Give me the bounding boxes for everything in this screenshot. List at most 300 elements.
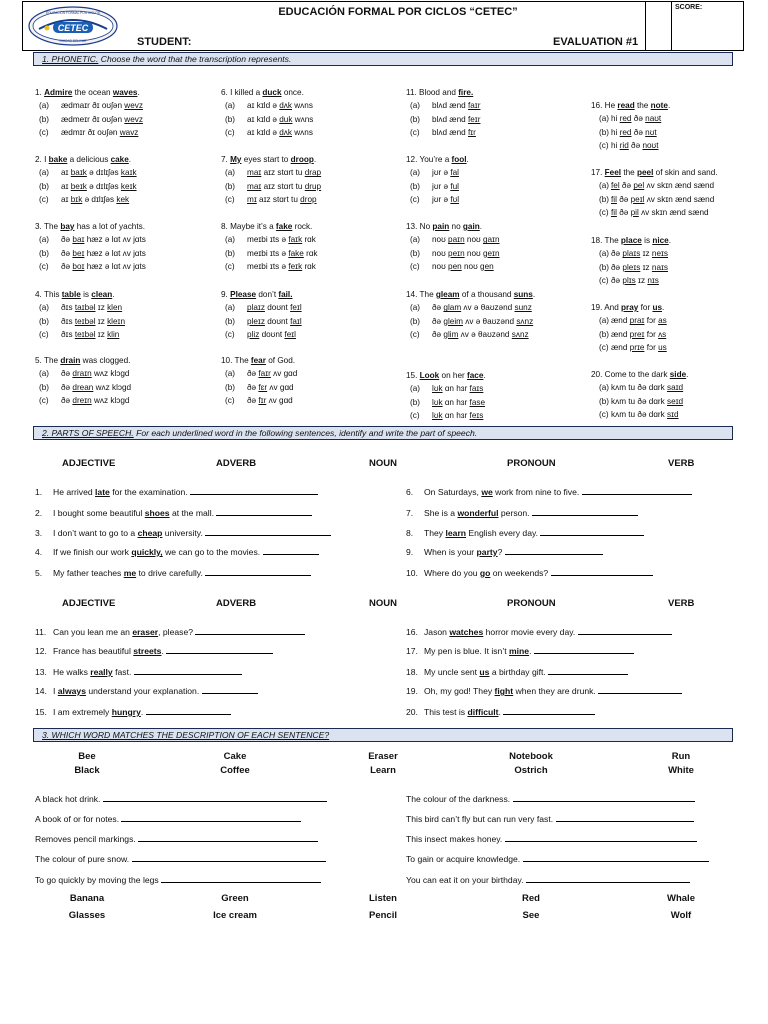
item-number: 20. — [406, 707, 418, 717]
answer-option[interactable] — [35, 315, 125, 328]
transcription-word: maɪ — [247, 181, 262, 191]
category-noun: NOUN — [369, 598, 397, 609]
transcription-text: ðə — [247, 395, 259, 405]
transcription-word: sɪd — [666, 409, 679, 419]
answer-blank[interactable] — [166, 645, 273, 654]
transcription-text: ðə — [616, 207, 631, 217]
answer-option[interactable] — [406, 260, 500, 273]
answer-option[interactable] — [406, 382, 486, 395]
question-sentence — [221, 86, 313, 99]
answer-option[interactable] — [406, 315, 546, 328]
pos-sentence — [35, 645, 273, 656]
transcription-text: ʌv gɑd — [266, 395, 293, 405]
sentence-text: I bought some beautiful — [53, 508, 145, 518]
answer-option[interactable] — [406, 396, 486, 409]
question-sentence — [221, 354, 297, 367]
answer-option[interactable] — [406, 99, 480, 112]
answer-option[interactable] — [35, 301, 125, 314]
transcription-text: rɑk — [303, 248, 318, 258]
underlined-word: fight — [494, 686, 514, 696]
transcription-text: fɔr — [644, 316, 659, 326]
transcription-text: aɪz stɑrt tu — [256, 194, 301, 204]
answer-blank[interactable] — [513, 793, 695, 802]
transcription-word: fɪr — [258, 395, 267, 405]
question-text: 19. And — [591, 303, 622, 312]
transcription-text: ʌv ə θaʊzənd — [458, 329, 512, 339]
option-transcription — [611, 261, 668, 274]
transcription-text: noʊ — [432, 248, 449, 258]
answer-blank[interactable] — [551, 567, 653, 576]
answer-option[interactable] — [35, 328, 125, 341]
answer-option[interactable] — [406, 166, 469, 179]
word-option: Bee — [78, 751, 96, 762]
transcription-text: ðə — [616, 194, 631, 204]
transcription-text: ʌv gɑd — [267, 382, 294, 392]
answer-option[interactable] — [35, 367, 131, 380]
answer-option[interactable] — [591, 395, 688, 408]
answer-option[interactable] — [591, 112, 670, 125]
underlined-word: waves — [112, 88, 138, 97]
answer-blank[interactable] — [138, 833, 318, 842]
transcription-word: gen — [480, 261, 494, 271]
pos-sentence — [406, 685, 682, 696]
question-text: 16. He — [591, 101, 618, 110]
question-text: 13. No — [406, 222, 433, 231]
transcription-text: ɪz — [95, 316, 108, 326]
answer-option[interactable] — [221, 367, 297, 380]
answer-option[interactable] — [591, 139, 670, 152]
question-text: 8. Maybe it’s a — [221, 222, 276, 231]
answer-blank[interactable] — [161, 874, 321, 883]
transcription-word: fil — [611, 207, 617, 217]
answer-option[interactable] — [221, 99, 313, 112]
underlined-word: read — [617, 101, 635, 110]
question-text: eyes start to — [241, 155, 291, 164]
sentence-text: My uncle sent — [424, 667, 480, 677]
option-letter: (c) — [599, 342, 609, 352]
answer-option[interactable] — [406, 126, 480, 139]
pos-sentence — [35, 626, 305, 637]
answer-option[interactable] — [406, 301, 546, 314]
pos-sentence — [406, 507, 638, 518]
phonetic-question — [35, 153, 137, 206]
answer-blank[interactable] — [532, 507, 638, 516]
transcription-word: fake — [288, 248, 304, 258]
answer-option[interactable] — [221, 113, 313, 126]
option-transcription — [611, 408, 679, 421]
underlined-word: note — [650, 101, 668, 110]
transcription-word: dʌk — [279, 101, 292, 111]
transcription-word: kaɪk — [120, 168, 137, 178]
answer-option[interactable] — [221, 328, 302, 341]
transcription-word: maɪ — [247, 168, 262, 178]
option-transcription — [432, 396, 485, 409]
option-letter: (b) — [410, 114, 421, 124]
option-transcription — [61, 166, 137, 179]
answer-option[interactable] — [221, 180, 321, 193]
section-3-title: 3. WHICH WORD MATCHES THE DESCRIPTION OF EACH SENTENCE? — [42, 730, 330, 740]
answer-option[interactable] — [35, 113, 143, 126]
transcription-text: ðə — [631, 127, 646, 137]
description-text: This insect makes honey. — [406, 834, 503, 844]
answer-blank[interactable] — [505, 833, 697, 842]
question-text: 4. This — [35, 290, 62, 299]
pos-sentence — [35, 507, 312, 518]
option-letter: (a) — [39, 101, 50, 111]
logo-top-text: EDUCACIÓN FORMAL POR CICLOS — [46, 11, 100, 15]
option-letter: (a) — [39, 369, 50, 379]
logo-bottom-text: CIUDAD BOLIVAR — [59, 39, 87, 43]
underlined-word: me — [123, 568, 137, 578]
phonetic-question — [35, 288, 125, 341]
transcription-word: sʌnz — [516, 316, 534, 326]
transcription-text: meɪbi ɪts ə — [247, 248, 289, 258]
transcription-text: ðə — [628, 140, 643, 150]
answer-blank[interactable] — [195, 626, 305, 635]
answer-option[interactable] — [35, 394, 131, 407]
answer-option[interactable] — [35, 180, 137, 193]
question-sentence — [591, 301, 667, 314]
underlined-word: fire. — [458, 88, 474, 97]
transcription-word: neɪs — [651, 249, 669, 259]
transcription-word: fil — [611, 194, 617, 204]
item-number: 6. — [406, 487, 414, 497]
word-option: Glasses — [68, 910, 106, 921]
sentence-text: I am extremely — [53, 707, 112, 717]
transcription-word: pen — [448, 261, 462, 271]
category-noun: NOUN — [369, 458, 397, 469]
answer-option[interactable] — [35, 166, 137, 179]
answer-option[interactable] — [406, 180, 469, 193]
transcription-word: naʊt — [645, 114, 662, 124]
transcription-text: ædmeɪr ðɪ oʊʃən — [61, 114, 125, 124]
underlined-word: suns — [513, 290, 533, 299]
underlined-word: peel — [637, 168, 654, 177]
question-text: . — [667, 101, 671, 110]
option-letter: (b) — [225, 248, 236, 258]
item-number: 12. — [35, 646, 47, 656]
phonetic-question — [406, 220, 500, 273]
answer-blank[interactable] — [134, 666, 242, 675]
option-letter: (b) — [599, 396, 610, 406]
answer-blank[interactable] — [523, 853, 709, 862]
option-letter: (b) — [410, 397, 421, 407]
transcription-text: ænd — [611, 329, 630, 339]
transcription-text: ə dɪlɪʃəs — [86, 168, 121, 178]
transcription-word: preɪ — [629, 329, 645, 339]
transcription-word: draɪn — [72, 369, 92, 379]
transcription-text: doʊnt — [264, 316, 291, 326]
transcription-text: meɪbi ɪts ə — [247, 261, 289, 271]
answer-option[interactable] — [35, 260, 146, 273]
description-sentence — [406, 874, 690, 885]
answer-blank[interactable] — [190, 486, 318, 495]
option-letter: (a) — [410, 235, 421, 245]
transcription-word: lʊk — [432, 384, 443, 394]
word-option: Eraser — [368, 751, 398, 762]
question-text: a delicious — [67, 155, 111, 164]
word-option: Coffee — [220, 765, 250, 776]
answer-option[interactable] — [591, 341, 667, 354]
question-text: 1. — [35, 88, 45, 97]
answer-option[interactable] — [35, 193, 137, 206]
transcription-word: feɪl — [284, 329, 296, 339]
answer-blank[interactable] — [216, 507, 312, 516]
answer-option[interactable] — [591, 193, 718, 206]
answer-blank[interactable] — [202, 685, 258, 694]
option-transcription — [611, 395, 683, 408]
answer-blank[interactable] — [205, 567, 311, 576]
category-adverb: ADVERB — [216, 458, 257, 469]
option-letter: (c) — [39, 127, 49, 137]
word-option: Ice cream — [213, 910, 257, 921]
answer-blank[interactable] — [548, 666, 628, 675]
option-letter: (b) — [225, 181, 236, 191]
answer-option[interactable] — [221, 381, 297, 394]
underlined-word: nice — [652, 236, 669, 245]
transcription-text: ædmɪr ðɪ oʊʃən — [61, 127, 120, 137]
sentence-text: . — [529, 646, 532, 656]
phonetic-question — [591, 99, 670, 152]
underlined-word: quickly, — [131, 547, 163, 557]
answer-option[interactable] — [35, 99, 143, 112]
word-option: Banana — [69, 893, 105, 904]
answer-option[interactable] — [591, 179, 718, 192]
transcription-text: noʊ — [461, 261, 481, 271]
answer-blank[interactable] — [526, 874, 690, 883]
option-letter: (c) — [410, 194, 420, 204]
answer-option[interactable] — [221, 315, 302, 328]
answer-blank[interactable] — [205, 527, 331, 536]
transcription-text: ðɪs — [61, 316, 75, 326]
pos-sentence — [35, 546, 319, 557]
sentence-text: I don’t want to go to a — [53, 528, 138, 538]
underlined-word: Look — [419, 371, 440, 380]
word-option: Listen — [369, 893, 397, 904]
sentence-text: . — [498, 707, 501, 717]
option-transcription — [432, 409, 483, 422]
transcription-word: feɪs — [469, 410, 484, 420]
answer-option[interactable] — [35, 126, 143, 139]
answer-option[interactable] — [221, 247, 317, 260]
question-sentence — [35, 354, 131, 367]
question-text: is — [641, 236, 653, 245]
underlined-word: us — [652, 303, 663, 312]
answer-option[interactable] — [591, 328, 667, 341]
answer-blank[interactable] — [556, 813, 694, 822]
option-letter: (c) — [225, 329, 235, 339]
section-1-number: 1. PHONETIC. — [42, 54, 99, 64]
sentence-text: to drive carefully. — [136, 568, 203, 578]
transcription-text: ðə — [61, 235, 73, 245]
sentence-text: we can go to the movies. — [162, 547, 261, 557]
sentence-text: when they are drunk. — [513, 686, 596, 696]
pos-sentence — [35, 527, 331, 538]
answer-blank[interactable] — [582, 486, 692, 495]
transcription-text: ə dɪlɪʃəs — [82, 194, 117, 204]
transcription-word: faɪs — [469, 384, 484, 394]
section-2-number: 2. PARTS OF SPEECH. — [42, 428, 134, 438]
category-verb: VERB — [668, 598, 695, 609]
transcription-text: ɪz — [640, 262, 652, 272]
option-letter: (c) — [225, 194, 235, 204]
answer-blank[interactable] — [103, 793, 327, 802]
option-letter: (b) — [225, 114, 236, 124]
question-text: no — [449, 222, 463, 231]
answer-option[interactable] — [591, 381, 688, 394]
answer-blank[interactable] — [503, 706, 595, 715]
option-letter: (c) — [599, 140, 609, 150]
item-number: 9. — [406, 547, 414, 557]
answer-blank[interactable] — [263, 546, 319, 555]
word-option: Whale — [667, 893, 695, 904]
answer-blank[interactable] — [540, 527, 644, 536]
answer-option[interactable] — [221, 301, 302, 314]
answer-option[interactable] — [591, 408, 688, 421]
option-transcription — [247, 315, 302, 328]
answer-option[interactable] — [35, 247, 146, 260]
answer-option[interactable] — [35, 381, 131, 394]
underlined-word: eraser — [132, 627, 159, 637]
answer-option[interactable] — [221, 233, 317, 246]
question-sentence — [406, 86, 480, 99]
answer-option[interactable] — [591, 126, 670, 139]
transcription-text: wʌz klɔgd — [91, 395, 130, 405]
sentence-text: He arrived — [53, 487, 96, 497]
transcription-text: ʌv skɪn ænd sænd — [644, 194, 715, 204]
answer-option[interactable] — [406, 193, 469, 206]
item-number: 16. — [406, 627, 418, 637]
answer-blank[interactable] — [505, 546, 603, 555]
option-transcription — [61, 315, 125, 328]
transcription-text: hi — [611, 127, 620, 137]
option-transcription — [432, 260, 494, 273]
transcription-word: boɪ — [72, 261, 85, 271]
description-sentence — [35, 793, 327, 804]
answer-option[interactable] — [221, 193, 321, 206]
option-letter: (a) — [39, 168, 50, 178]
underlined-word: mine — [509, 646, 530, 656]
transcription-word: feɪl — [290, 303, 302, 313]
answer-blank[interactable] — [132, 853, 326, 862]
answer-option[interactable] — [406, 233, 500, 246]
transcription-text: ðə — [432, 329, 444, 339]
question-text: was clogged. — [80, 356, 131, 365]
description-sentence — [35, 853, 326, 864]
sentence-text: Jason — [424, 627, 450, 637]
underlined-word: we — [481, 487, 493, 497]
option-transcription — [611, 139, 658, 152]
option-letter: (a) — [410, 384, 421, 394]
transcription-text: jʊr ə — [432, 181, 451, 191]
answer-blank[interactable] — [598, 685, 682, 694]
underlined-word: face — [467, 371, 484, 380]
transcription-text: aɪ — [61, 181, 71, 191]
question-text: on her — [439, 371, 467, 380]
transcription-word: feɪk — [288, 261, 303, 271]
transcription-word: us — [658, 342, 667, 352]
description-sentence — [35, 833, 318, 844]
answer-option[interactable] — [221, 166, 321, 179]
answer-option[interactable] — [406, 328, 546, 341]
sentence-text: He walks — [53, 667, 91, 677]
answer-blank[interactable] — [121, 813, 301, 822]
answer-option[interactable] — [591, 261, 671, 274]
option-transcription — [247, 233, 316, 246]
transcription-text: ðə — [432, 303, 444, 313]
option-transcription — [61, 247, 146, 260]
phonetic-question — [221, 288, 302, 341]
answer-option[interactable] — [406, 409, 486, 422]
question-text: . — [137, 88, 140, 97]
answer-option[interactable] — [221, 126, 313, 139]
transcription-word: praɪ — [629, 316, 645, 326]
cetec-logo — [27, 5, 119, 47]
underlined-word: Please — [230, 290, 257, 299]
option-letter: (a) — [599, 181, 610, 191]
word-option: Green — [221, 893, 249, 904]
option-letter: (c) — [39, 194, 49, 204]
transcription-word: fase — [469, 397, 486, 407]
answer-option[interactable] — [591, 274, 671, 287]
answer-option[interactable] — [35, 233, 146, 246]
answer-option[interactable] — [221, 394, 297, 407]
answer-blank[interactable] — [146, 706, 231, 715]
transcription-text: ðə — [61, 382, 73, 392]
answer-option[interactable] — [591, 314, 667, 327]
option-transcription — [432, 315, 533, 328]
transcription-word: baɪk — [70, 168, 87, 178]
underlined-word: droop — [290, 155, 314, 164]
pos-sentence — [406, 567, 653, 578]
option-transcription — [247, 99, 313, 112]
answer-blank[interactable] — [534, 645, 634, 654]
question-text: . — [686, 370, 689, 379]
underlined-word: fool — [451, 155, 467, 164]
pos-sentence — [406, 666, 628, 677]
word-option: Learn — [370, 765, 396, 776]
answer-option[interactable] — [591, 206, 718, 219]
option-transcription — [247, 193, 317, 206]
option-transcription — [247, 166, 321, 179]
word-option: Run — [671, 751, 691, 762]
answer-option[interactable] — [591, 247, 671, 260]
option-transcription — [61, 193, 129, 206]
pos-sentence — [35, 706, 231, 717]
option-transcription — [432, 382, 483, 395]
question-text: for — [638, 303, 653, 312]
option-letter: (b) — [410, 316, 421, 326]
transcription-text: ðə — [631, 114, 646, 124]
pos-sentence — [406, 486, 692, 497]
option-letter: (c) — [410, 261, 420, 271]
category-adjective: ADJECTIVE — [62, 458, 116, 469]
sentence-text: understand your explanation. — [85, 686, 200, 696]
answer-option[interactable] — [406, 247, 500, 260]
pos-sentence — [35, 666, 242, 677]
answer-option[interactable] — [406, 113, 480, 126]
answer-blank[interactable] — [578, 626, 672, 635]
question-text: of a thousand — [459, 290, 514, 299]
option-transcription — [247, 301, 302, 314]
word-option: Black — [74, 765, 100, 776]
question-sentence — [406, 288, 546, 301]
answer-option[interactable] — [221, 260, 317, 273]
underlined-word: difficult — [467, 707, 499, 717]
phonetic-question — [221, 354, 297, 407]
logo-main-text: CETEC — [57, 23, 89, 33]
transcription-word: lʊk — [432, 397, 443, 407]
